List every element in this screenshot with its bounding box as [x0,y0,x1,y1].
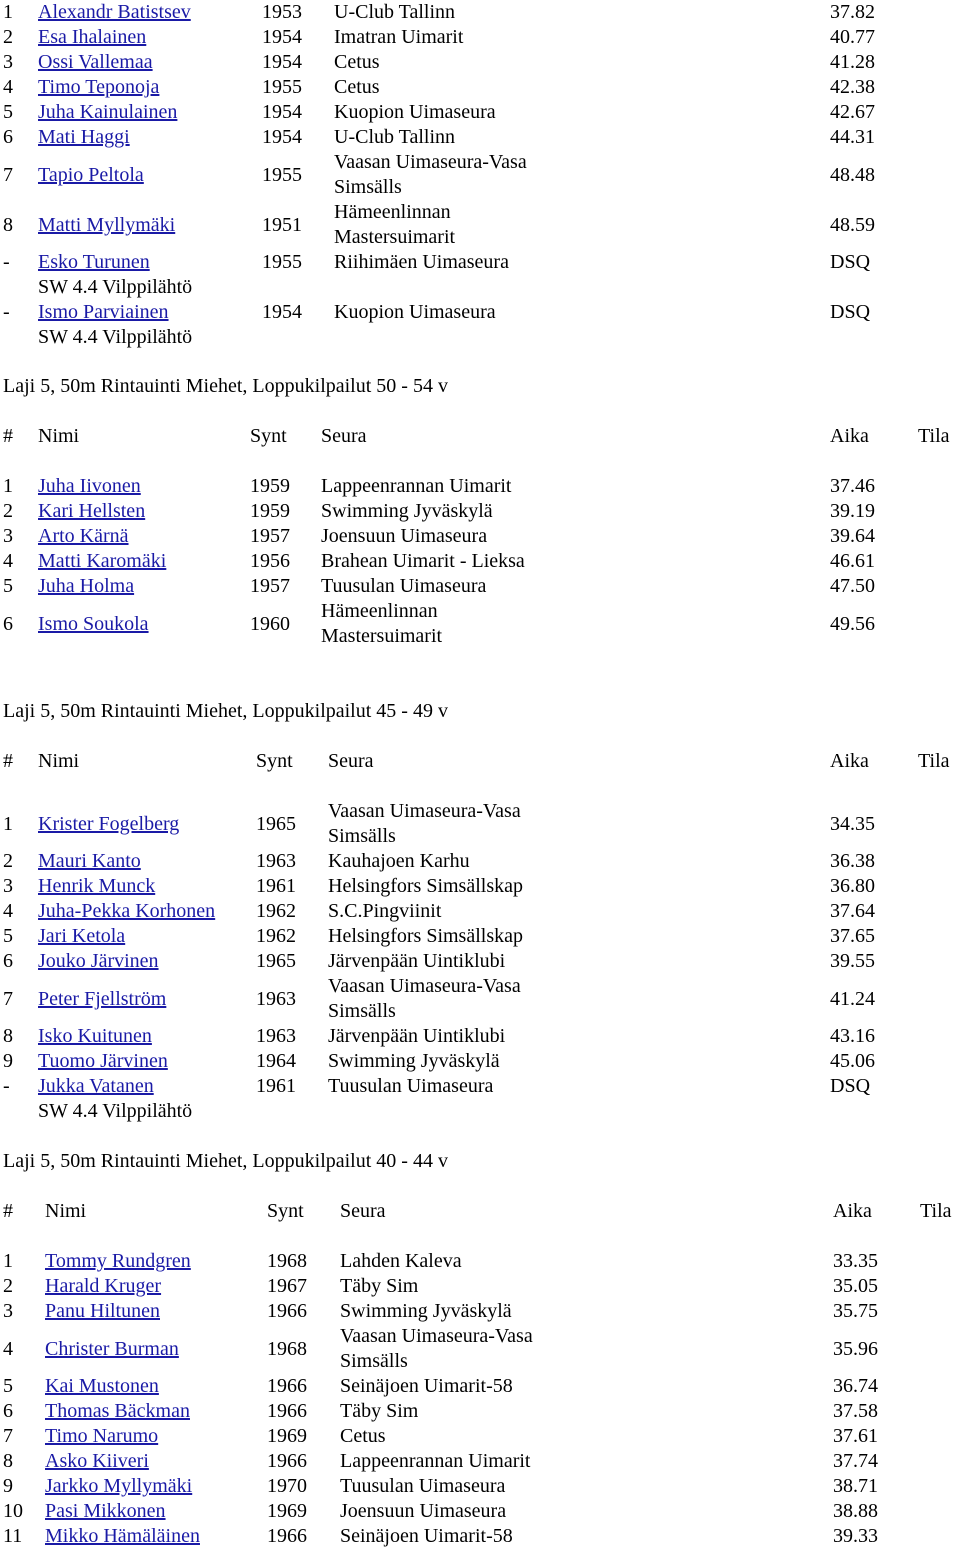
result-row [0,974,960,1024]
swimmer-name-link[interactable]: Krister Fogelberg [38,813,180,835]
rank-cell: 2 [3,850,13,872]
time-cell: 43.16 [830,1025,875,1047]
birth-year-cell: 1966 [267,1375,307,1397]
result-row [0,849,960,874]
rank-cell: 8 [3,1450,13,1472]
club-cell: Vaasan Uimaseura-Vasa [334,151,527,173]
club-cell: Simsälls [328,825,396,847]
birth-year-cell: 1954 [262,126,302,148]
rank-cell: 4 [3,550,13,572]
birth-year-cell: 1955 [262,251,302,273]
time-cell: 37.82 [830,1,875,23]
header-time: Aika [833,1200,872,1222]
header-time: Aika [830,750,869,772]
swimmer-name-link[interactable]: Asko Kiiveri [45,1450,149,1472]
birth-year-cell: 1964 [256,1050,296,1072]
rank-cell: - [3,1075,10,1097]
result-row [0,874,960,899]
birth-year-cell: 1960 [250,613,290,635]
rank-cell: - [3,301,10,323]
time-cell: 38.71 [833,1475,878,1497]
swimmer-name-link[interactable]: Jarkko Myllymäki [45,1475,193,1497]
swimmer-name-link[interactable]: Matti Myllymäki [38,214,176,236]
swimmer-name-link[interactable]: Esa Ihalainen [38,26,147,48]
header-name: Nimi [38,750,80,772]
birth-year-cell: 1957 [250,525,290,547]
club-cell: Simsälls [328,1000,396,1022]
header-name: Nimi [38,425,80,447]
rank-cell: 1 [3,475,13,497]
club-cell: U-Club Tallinn [334,1,456,23]
rank-cell: 11 [3,1525,23,1547]
birth-year-cell: 1953 [262,1,302,23]
swimmer-name-link[interactable]: Timo Teponoja [38,76,160,98]
club-cell: Mastersuimarit [321,625,443,647]
header-rank: # [3,1200,13,1222]
club-cell: Järvenpään Uintiklubi [328,950,506,972]
rank-cell: 4 [3,900,13,922]
result-row [0,924,960,949]
birth-year-cell: 1967 [267,1275,307,1297]
rank-cell: 5 [3,1375,13,1397]
rank-cell: 6 [3,126,13,148]
time-cell: 48.59 [830,214,875,236]
time-cell: 33.35 [833,1250,878,1272]
birth-year-cell: 1968 [267,1338,307,1360]
birth-year-cell: 1963 [256,1025,296,1047]
club-cell: Helsingfors Simsällskap [328,875,523,897]
time-cell: 49.56 [830,613,875,635]
result-row [0,1449,960,1474]
rank-cell: 7 [3,164,13,186]
result-row [0,25,960,50]
birth-year-cell: 1966 [267,1450,307,1472]
rank-cell: 4 [3,76,13,98]
birth-year-cell: 1968 [267,1250,307,1272]
birth-year-cell: 1961 [256,1075,296,1097]
birth-year-cell: 1955 [262,76,302,98]
club-cell: Cetus [334,51,380,73]
header-year: Synt [267,1200,304,1222]
club-cell: Swimming Jyväskylä [321,500,493,522]
time-cell: 39.19 [830,500,875,522]
time-cell: 45.06 [830,1050,875,1072]
swimmer-name-link[interactable]: Henrik Munck [38,875,156,897]
club-cell: U-Club Tallinn [334,126,456,148]
club-cell: Brahean Uimarit - Lieksa [321,550,525,572]
time-cell: 46.61 [830,550,875,572]
swimmer-name-link[interactable]: Peter Fjellström [38,988,167,1010]
column-header-row [0,1199,960,1224]
result-row [0,1074,960,1099]
club-cell: Joensuun Uimaseura [340,1500,507,1522]
header-rank: # [3,750,13,772]
result-row [0,1499,960,1524]
result-row [0,250,960,275]
header-rank: # [3,425,13,447]
rank-cell: 1 [3,1,13,23]
club-cell: Vaasan Uimaseura-Vasa [328,800,521,822]
birth-year-cell: 1954 [262,51,302,73]
time-cell: 42.38 [830,76,875,98]
club-cell: Simsälls [334,176,402,198]
swimmer-name-link[interactable]: Juha-Pekka Korhonen [38,900,216,922]
birth-year-cell: 1966 [267,1300,307,1322]
time-cell: 39.55 [830,950,875,972]
time-cell: 38.88 [833,1500,878,1522]
swimmer-name-link[interactable]: Isko Kuitunen [38,1025,152,1047]
result-row [0,474,960,499]
club-cell: Joensuun Uimaseura [321,525,488,547]
swimmer-name-link[interactable]: Tommy Rundgren [45,1250,191,1272]
club-cell: Kauhajoen Karhu [328,850,470,872]
swimmer-name-link[interactable]: Timo Narumo [45,1425,159,1447]
rank-cell: 1 [3,813,13,835]
result-row [0,1474,960,1499]
disqualification-note: SW 4.4 Vilppilähtö [38,276,193,298]
club-cell: Järvenpään Uintiklubi [328,1025,506,1047]
club-cell: Tuusulan Uimaseura [340,1475,506,1497]
header-status: Tila [920,1200,952,1222]
birth-year-cell: 1962 [256,925,296,947]
time-cell: 36.38 [830,850,875,872]
birth-year-cell: 1955 [262,164,302,186]
swimmer-name-link[interactable]: Mauri Kanto [38,850,141,872]
rank-cell: 3 [3,525,13,547]
time-cell: 35.05 [833,1275,878,1297]
swimmer-name-link[interactable]: Tuomo Järvinen [38,1050,168,1072]
birth-year-cell: 1956 [250,550,290,572]
birth-year-cell: 1954 [262,26,302,48]
rank-cell: 5 [3,101,13,123]
swimmer-name-link[interactable]: Arto Kärnä [38,525,129,547]
header-status: Tila [918,425,950,447]
time-cell: 42.67 [830,101,875,123]
club-cell: S.C.Pingviinit [328,900,442,922]
birth-year-cell: 1965 [256,813,296,835]
swimmer-name-link[interactable]: Jouko Järvinen [38,950,159,972]
result-row [0,200,960,250]
rank-cell: 6 [3,613,13,635]
swimmer-name-link[interactable]: Mati Haggi [38,126,130,148]
birth-year-cell: 1970 [267,1475,307,1497]
section-title: Laji 5, 50m Rintauinti Miehet, Loppukilpailut 50 - 54 v [3,375,448,397]
swimmer-name-link[interactable]: Matti Karomäki [38,550,167,572]
club-cell: Vaasan Uimaseura-Vasa [340,1325,533,1347]
swimmer-name-link[interactable]: Tapio Peltola [38,164,144,186]
swimmer-name-link[interactable]: Panu Hiltunen [45,1300,160,1322]
header-club: Seura [340,1200,386,1222]
rank-cell: 7 [3,988,13,1010]
time-cell: 37.46 [830,475,875,497]
time-cell: 35.75 [833,1300,878,1322]
birth-year-cell: 1963 [256,850,296,872]
birth-year-cell: 1963 [256,988,296,1010]
club-cell: Simsälls [340,1350,408,1372]
swimmer-name-link[interactable]: Jukka Vatanen [38,1075,154,1097]
club-cell: Tuusulan Uimaseura [321,575,487,597]
section-title: Laji 5, 50m Rintauinti Miehet, Loppukilpailut 40 - 44 v [3,1150,448,1172]
time-cell: DSQ [830,1075,871,1097]
rank-cell: 1 [3,1250,13,1272]
result-row [0,599,960,649]
club-cell: Swimming Jyväskylä [328,1050,500,1072]
swimmer-name-link[interactable]: Mikko Hämäläinen [45,1525,200,1547]
result-row [0,1024,960,1049]
header-year: Synt [256,750,293,772]
result-row [0,1049,960,1074]
club-cell: Täby Sim [340,1275,419,1297]
result-row [0,125,960,150]
swimmer-name-link[interactable]: Christer Burman [45,1338,179,1360]
time-cell: 41.24 [830,988,875,1010]
result-row [0,499,960,524]
result-row [0,549,960,574]
club-cell: Vaasan Uimaseura-Vasa [328,975,521,997]
swimmer-name-link[interactable]: Ismo Parviainen [38,301,169,323]
birth-year-cell: 1954 [262,301,302,323]
result-row [0,1424,960,1449]
result-row [0,1324,960,1374]
result-row [0,300,960,325]
club-cell: Lahden Kaleva [340,1250,462,1272]
birth-year-cell: 1954 [262,101,302,123]
result-row [0,1249,960,1274]
result-row [0,1374,960,1399]
club-cell: Kuopion Uimaseura [334,101,496,123]
swimmer-name-link[interactable]: Juha Iivonen [38,475,141,497]
result-row [0,524,960,549]
result-row [0,1274,960,1299]
swimmer-name-link[interactable]: Ossi Vallemaa [38,51,153,73]
swimmer-name-link[interactable]: Kari Hellsten [38,500,146,522]
birth-year-cell: 1962 [256,900,296,922]
time-cell: 34.35 [830,813,875,835]
club-cell: Cetus [340,1425,386,1447]
header-year: Synt [250,425,287,447]
rank-cell: 3 [3,51,13,73]
column-header-row [0,424,960,449]
swimmer-name-link[interactable]: Juha Holma [38,575,135,597]
swimmer-name-link[interactable]: Pasi Mikkonen [45,1500,166,1522]
swimmer-name-link[interactable]: Jari Ketola [38,925,126,947]
disqualification-note: SW 4.4 Vilppilähtö [38,326,193,348]
rank-cell: 5 [3,575,13,597]
time-cell: 39.33 [833,1525,878,1547]
birth-year-cell: 1966 [267,1525,307,1547]
rank-cell: 10 [3,1500,23,1522]
swimmer-name-link[interactable]: Thomas Bäckman [45,1400,190,1422]
result-row [0,1399,960,1424]
club-cell: Mastersuimarit [334,226,456,248]
time-cell: 47.50 [830,575,875,597]
birth-year-cell: 1961 [256,875,296,897]
club-cell: Täby Sim [340,1400,419,1422]
header-name: Nimi [45,1200,87,1222]
time-cell: 36.80 [830,875,875,897]
time-cell: DSQ [830,301,871,323]
club-cell: Lappeenrannan Uimarit [321,475,512,497]
club-cell: Hämeenlinnan [334,201,451,223]
swimmer-name-link[interactable]: Esko Turunen [38,251,150,273]
time-cell: 37.64 [830,900,875,922]
rank-cell: 6 [3,1400,13,1422]
club-cell: Hämeenlinnan [321,600,438,622]
time-cell: 36.74 [833,1375,878,1397]
swimmer-name-link[interactable]: Ismo Soukola [38,613,149,635]
birth-year-cell: 1969 [267,1500,307,1522]
rank-cell: 2 [3,26,13,48]
rank-cell: 9 [3,1050,13,1072]
rank-cell: 5 [3,925,13,947]
result-row [0,0,960,25]
birth-year-cell: 1957 [250,575,290,597]
swimmer-name-link[interactable]: Harald Kruger [45,1275,162,1297]
club-cell: Tuusulan Uimaseura [328,1075,494,1097]
time-cell: 37.58 [833,1400,878,1422]
club-cell: Lappeenrannan Uimarit [340,1450,531,1472]
time-cell: 48.48 [830,164,875,186]
club-cell: Helsingfors Simsällskap [328,925,523,947]
club-cell: Seinäjoen Uimarit-58 [340,1525,513,1547]
time-cell: 39.64 [830,525,875,547]
result-row [0,150,960,200]
time-cell: 37.74 [833,1450,878,1472]
result-row [0,949,960,974]
rank-cell: 6 [3,950,13,972]
swimmer-name-link[interactable]: Alexandr Batistsev [38,1,191,23]
time-cell: DSQ [830,251,871,273]
swimmer-name-link[interactable]: Kai Mustonen [45,1375,159,1397]
club-cell: Seinäjoen Uimarit-58 [340,1375,513,1397]
time-cell: 37.65 [830,925,875,947]
rank-cell: 9 [3,1475,13,1497]
birth-year-cell: 1965 [256,950,296,972]
birth-year-cell: 1959 [250,500,290,522]
section-title: Laji 5, 50m Rintauinti Miehet, Loppukilpailut 45 - 49 v [3,700,448,722]
rank-cell: 8 [3,214,13,236]
header-club: Seura [321,425,367,447]
disqualification-note: SW 4.4 Vilppilähtö [38,1100,193,1122]
swimmer-name-link[interactable]: Juha Kainulainen [38,101,178,123]
birth-year-cell: 1951 [262,214,302,236]
column-header-row [0,749,960,774]
club-cell: Cetus [334,76,380,98]
rank-cell: - [3,251,10,273]
birth-year-cell: 1959 [250,475,290,497]
header-time: Aika [830,425,869,447]
result-row [0,75,960,100]
result-row [0,50,960,75]
time-cell: 44.31 [830,126,875,148]
result-row [0,899,960,924]
club-cell: Riihimäen Uimaseura [334,251,509,273]
time-cell: 40.77 [830,26,875,48]
rank-cell: 3 [3,1300,13,1322]
birth-year-cell: 1969 [267,1425,307,1447]
result-row [0,799,960,849]
header-status: Tila [918,750,950,772]
rank-cell: 2 [3,1275,13,1297]
rank-cell: 4 [3,1338,13,1360]
result-row [0,100,960,125]
rank-cell: 8 [3,1025,13,1047]
result-row [0,574,960,599]
result-row [0,1299,960,1324]
time-cell: 37.61 [833,1425,878,1447]
club-cell: Imatran Uimarit [334,26,464,48]
club-cell: Kuopion Uimaseura [334,301,496,323]
time-cell: 41.28 [830,51,875,73]
club-cell: Swimming Jyväskylä [340,1300,512,1322]
header-club: Seura [328,750,374,772]
rank-cell: 7 [3,1425,13,1447]
rank-cell: 2 [3,500,13,522]
rank-cell: 3 [3,875,13,897]
result-row [0,1524,960,1549]
birth-year-cell: 1966 [267,1400,307,1422]
time-cell: 35.96 [833,1338,878,1360]
